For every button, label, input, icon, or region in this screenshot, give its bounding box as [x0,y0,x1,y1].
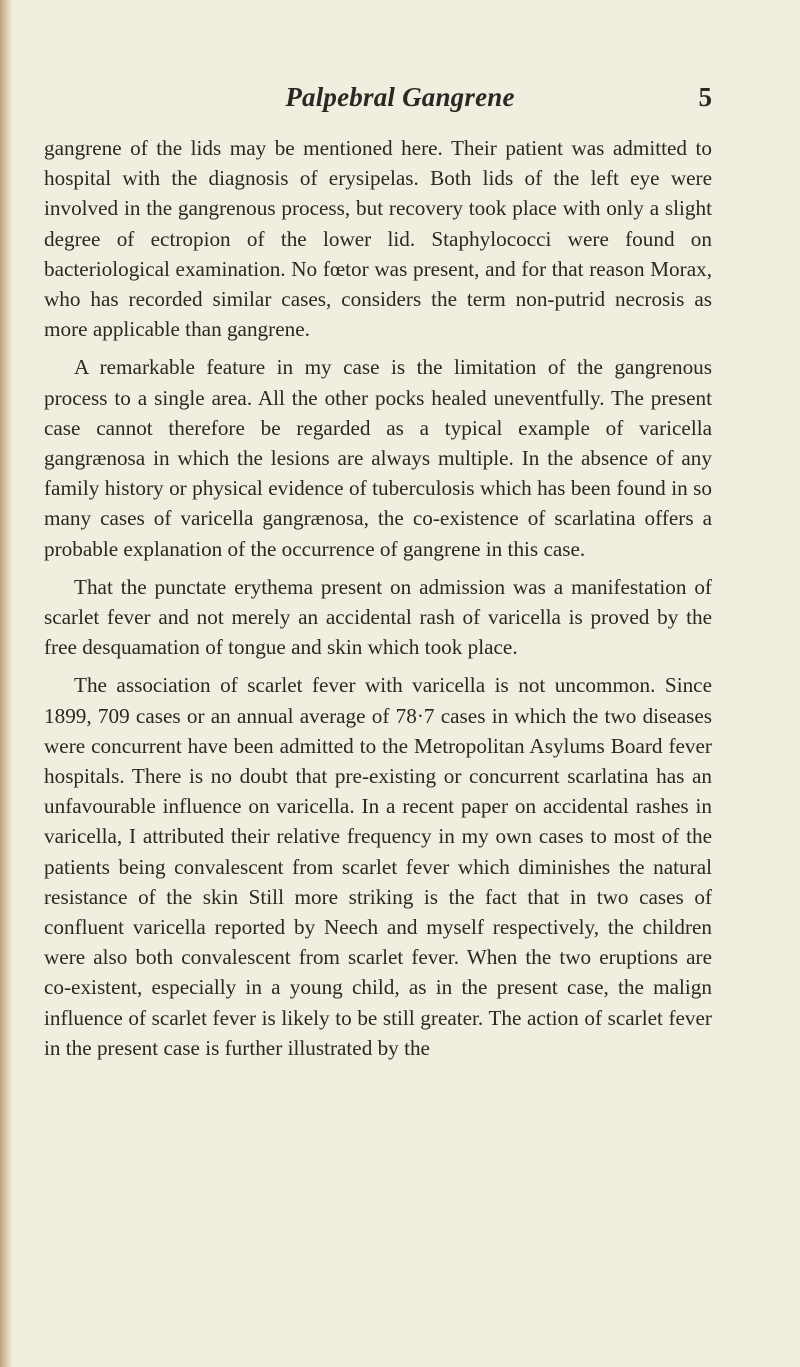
running-header [0,82,800,122]
page-title: Palpebral Gangrene [285,82,515,112]
paragraph: A remarkable feature in my case is the limitation of the gangrenous process to a single area. All the other pocks healed uneventfully. The present case cannot therefore be regarded as a typical example of varicella gangrænosa in which the lesions are always multiple. In the absence of any family history or physical evidence of tuberculosis which has been found in so many cases of varicella gangrænosa, the co-existence of scarlatina offers a probable explanation of the occurrence of gangrene in this case. [44,355,712,561]
paragraph: The association of scarlet fever with varicella is not uncommon. Since 1899, 709 cases or an annual average of 78·7 cases in which the two diseases were concurrent have been admitted to the Metropolitan Asylums Board fever hospitals. There is no doubt that pre-existing or concurrent scarlatina has an unfavourable influence on varicella. In a recent paper on accidental rashes in varicella, I attributed their relative frequency in my own cases to most of the patients being convalescent from scarlet fever which diminishes the natural resistance of the skin Still more striking is the fact that in two cases of confluent varicella reported by Neech and myself respectively, the children were also both convalescent from scarlet fever. When the two eruptions are co-existent, especially in a young child, as in the present case, the malign influence of scarlet fever is likely to be still greater. The action of scarlet fever in the present case is further illustrated by the [44,673,712,1060]
page-number: 5 [698,82,712,112]
paragraph: That the punctate erythema present on admission was a manifestation of scarlet fever and not merely an accidental rash of varicella is proved by the free desquamation of tongue and skin which took place. [44,574,712,660]
paragraph-continuation: gangrene of the lids may be mentioned here. Their patient was admitted to hospital with the diagnosis of erysipelas. Both lids of the left eye were involved in the gangrenous process, but recovery took place with only a slight degree of ectropion of the lower lid. Staphylococci were found on bacteriological examination. No fœtor was present, and for that reason Morax, who has recorded similar cases, considers the term non-putrid necrosis as more applicable than gangrene. [44,136,712,342]
body-text [44,133,712,1063]
